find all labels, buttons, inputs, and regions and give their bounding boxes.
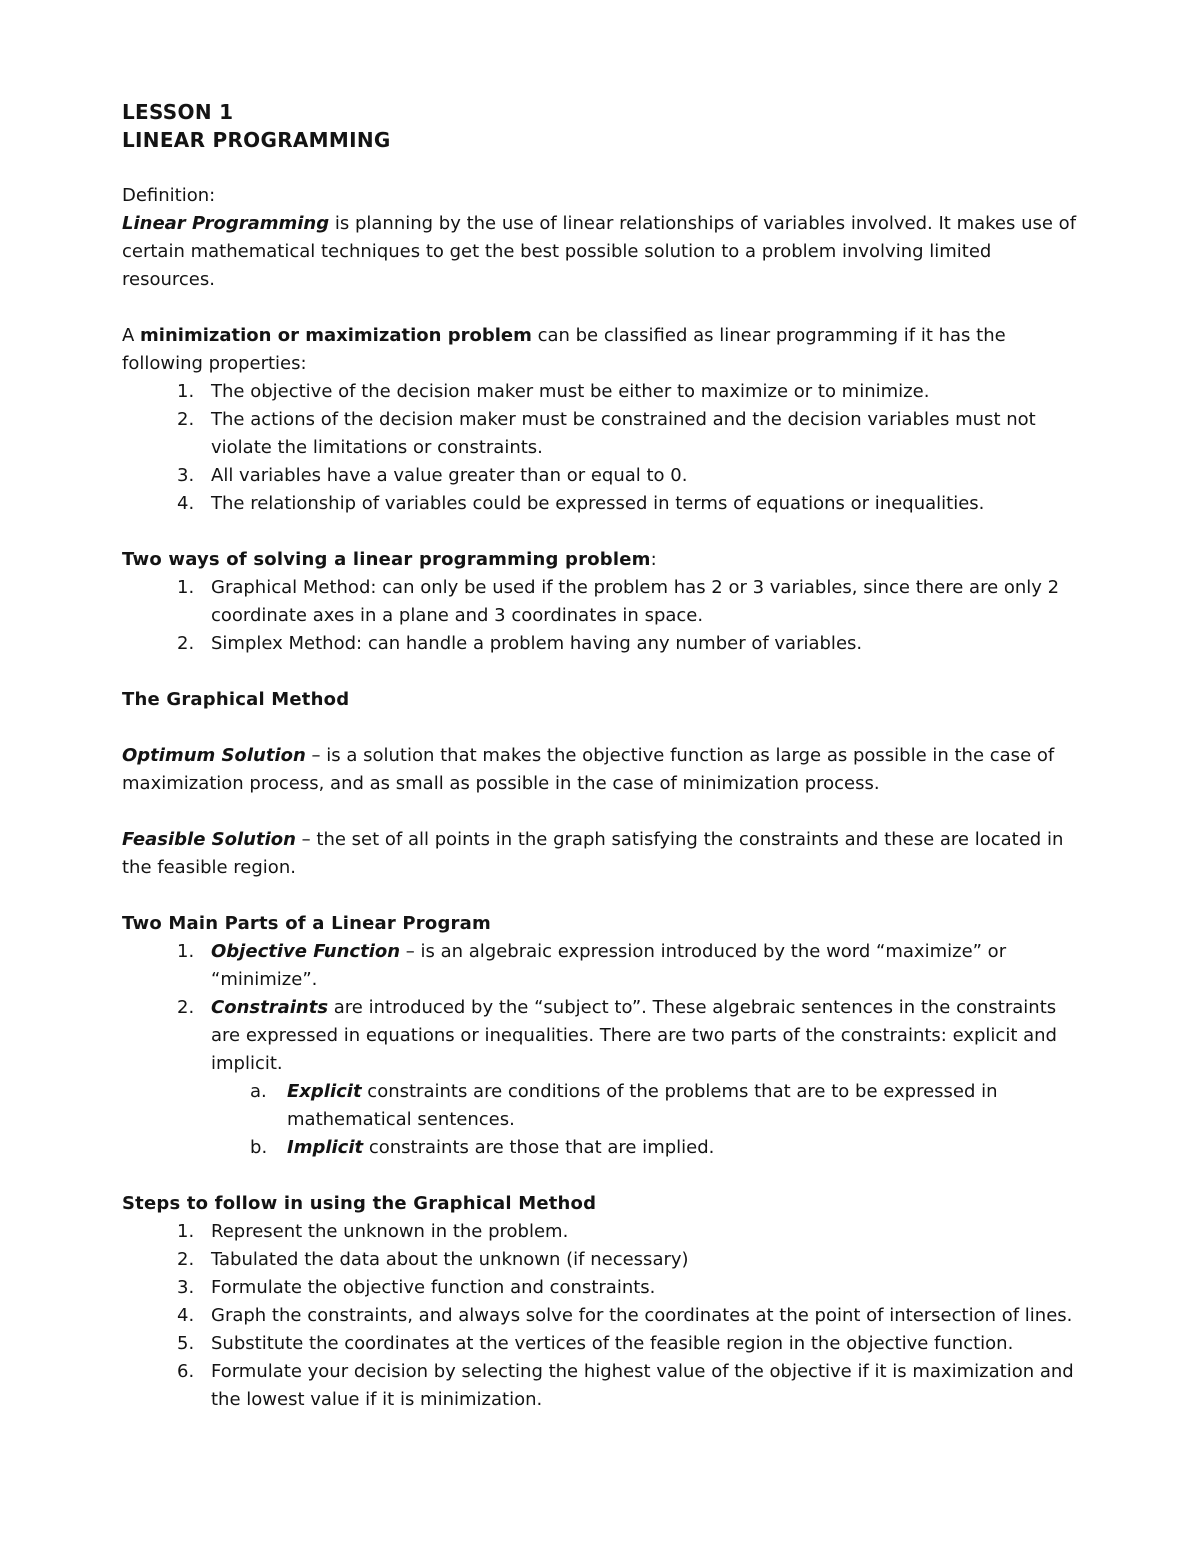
lesson-subject: LINEAR PROGRAMMING (122, 128, 391, 152)
explicit-text: constraints are conditions of the problems that are to be expressed in mathematical sentences. (287, 1081, 998, 1130)
constraints-term: Constraints (211, 997, 329, 1018)
lesson-title (122, 98, 1090, 154)
list-item-text: Simplex Method: can handle a problem having any number of variables. (211, 633, 863, 654)
graphical-method-heading: The Graphical Method (122, 689, 350, 710)
list-item (122, 490, 1090, 518)
constraints-sublist (211, 1078, 1090, 1162)
list-item-text: The actions of the decision maker must be constrained and the decision variables must not violate the limitations or constraints. (211, 409, 1036, 458)
optimum-solution-text: – is a solution that makes the objective function as large as possible in the case of maximization process, and as small as possible in the case of minimization process. (122, 745, 1055, 794)
two-ways-heading-text: Two ways of solving a linear programming problem (122, 549, 651, 570)
implicit-text: constraints are those that are implied. (363, 1137, 715, 1158)
list-item-text: Represent the unknown in the problem. (211, 1221, 569, 1242)
optimum-solution-term: Optimum Solution (122, 745, 306, 766)
list-item-text: Substitute the coordinates at the vertices of the feasible region in the objective function. (211, 1333, 1014, 1354)
list-item-text: The objective of the decision maker must be either to maximize or to minimize. (211, 381, 930, 402)
feasible-solution-paragraph (122, 826, 1090, 882)
constraints-text: are introduced by the “subject to”. These algebraic sentences in the constraints are expressed in equations or inequalities. There are two parts of the constraints: explicit and implicit. (211, 997, 1057, 1074)
list-item-text: The relationship of variables could be expressed in terms of equations or inequalities. (211, 493, 985, 514)
two-ways-heading-colon: : (650, 549, 657, 570)
list-item-text: Graph the constraints, and always solve for the coordinates at the point of intersection of lines. (211, 1305, 1073, 1326)
classification-suffix: can be classified as linear programming if it has the following properties: (122, 325, 1006, 374)
list-item (122, 1330, 1090, 1358)
list-item (122, 462, 1090, 490)
list-item (122, 574, 1090, 630)
two-ways-heading (122, 546, 1090, 574)
definition-paragraph (122, 210, 1090, 294)
steps-heading: Steps to follow in using the Graphical Method (122, 1193, 597, 1214)
classification-intro (122, 322, 1090, 378)
steps-list (122, 1218, 1090, 1414)
classification-bold-term: minimization or maximization problem (140, 325, 532, 346)
lesson-number: LESSON 1 (122, 100, 234, 124)
objective-function-text: – is an algebraic expression introduced by the word “maximize” or “minimize”. (211, 941, 1007, 990)
list-item-text: Graphical Method: can only be used if the problem has 2 or 3 variables, since there are only 2 coordinate axes in a plane and 3 coordinates in space. (211, 577, 1060, 626)
classification-prefix: A (122, 325, 141, 346)
list-item-text: All variables have a value greater than or equal to 0. (211, 465, 688, 486)
implicit-term: Implicit (287, 1137, 364, 1158)
definition-term: Linear Programming (122, 213, 330, 234)
list-item-text: Formulate your decision by selecting the highest value of the objective if it is maximization and the lowest value if it is minimization. (211, 1361, 1074, 1410)
list-item (122, 630, 1090, 658)
two-main-parts-heading: Two Main Parts of a Linear Program (122, 913, 491, 934)
definition-text: is planning by the use of linear relationships of variables involved. It makes use of certain mathematical techniques to get the best possible solution to a problem involving limited resources. (122, 213, 1077, 290)
list-item (122, 406, 1090, 462)
properties-list (122, 378, 1090, 518)
definition-label: Definition: (122, 185, 216, 206)
list-item-text: Formulate the objective function and constraints. (211, 1277, 656, 1298)
list-item (122, 378, 1090, 406)
two-ways-list (122, 574, 1090, 658)
list-item (122, 1274, 1090, 1302)
objective-function-term: Objective Function (211, 941, 401, 962)
list-item (122, 1218, 1090, 1246)
feasible-solution-text: – the set of all points in the graph satisfying the constraints and these are located in the feasible region. (122, 829, 1064, 878)
list-item (122, 994, 1090, 1162)
two-main-parts-list (122, 938, 1090, 1162)
list-item (122, 938, 1090, 994)
optimum-solution-paragraph (122, 742, 1090, 798)
list-item (122, 1302, 1090, 1330)
list-item (122, 1246, 1090, 1274)
feasible-solution-term: Feasible Solution (122, 829, 296, 850)
list-item (211, 1134, 1090, 1162)
list-item-text: Tabulated the data about the unknown (if necessary) (211, 1249, 689, 1270)
explicit-term: Explicit (287, 1081, 362, 1102)
list-item (211, 1078, 1090, 1134)
list-item (122, 1358, 1090, 1414)
